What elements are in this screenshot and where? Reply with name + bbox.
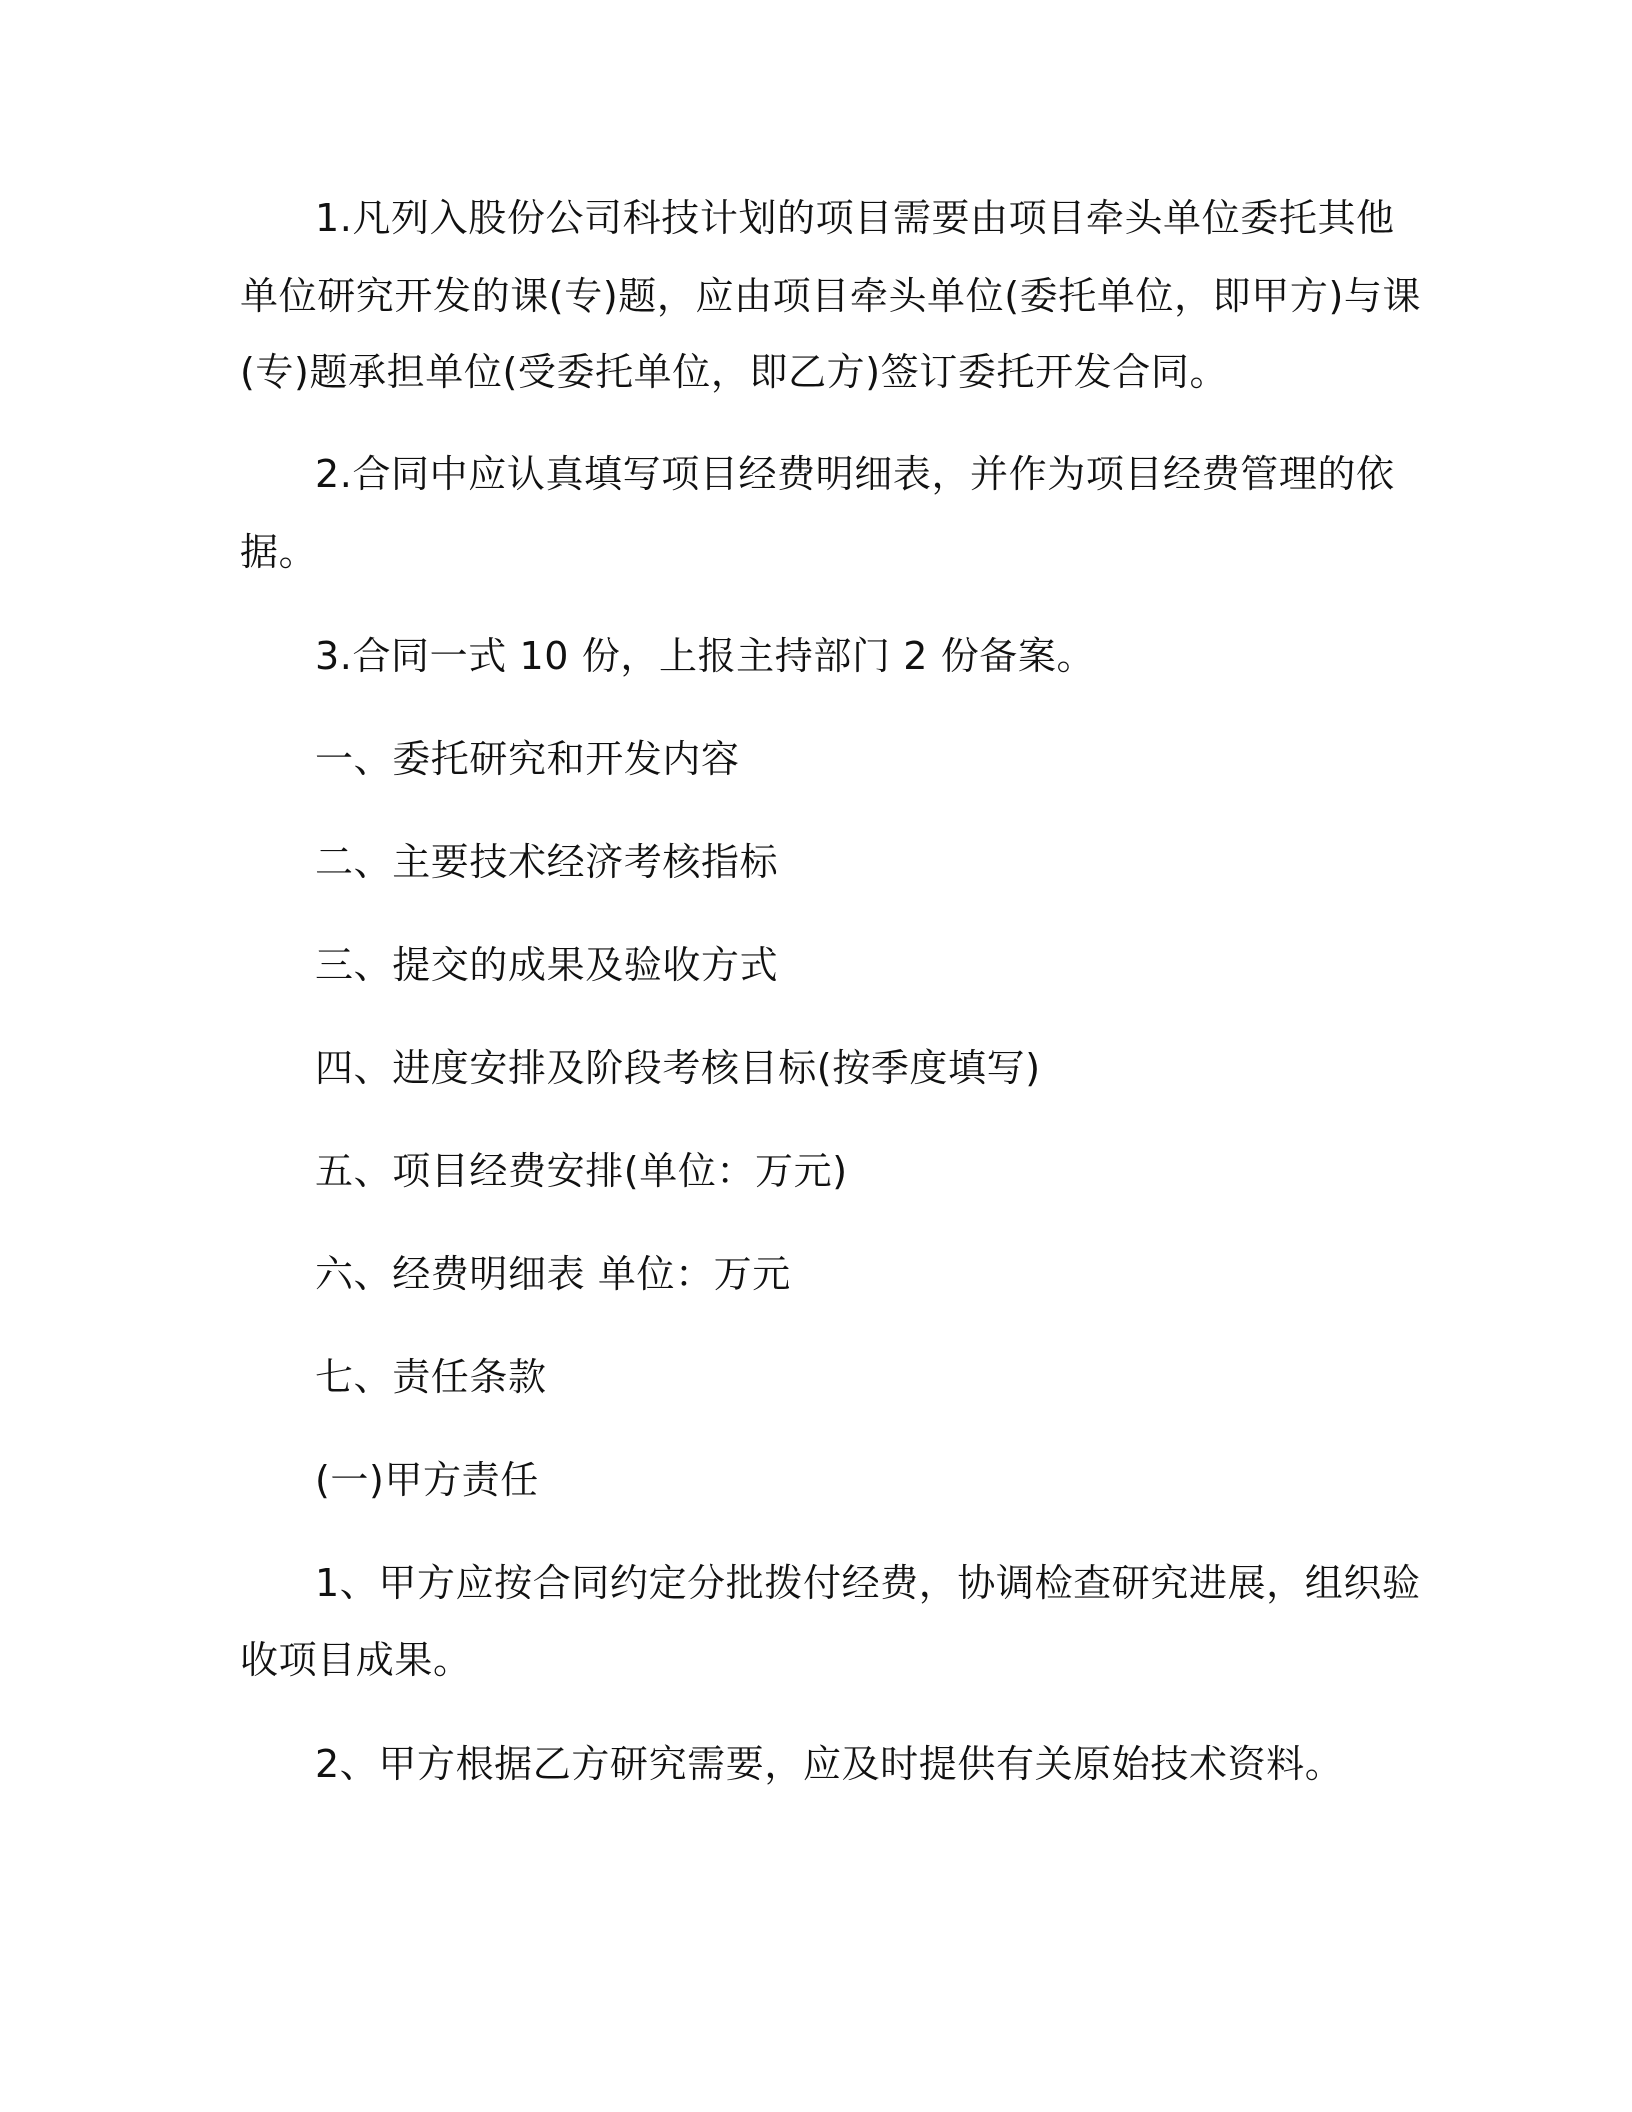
section-3-heading: 三、提交的成果及验收方式	[315, 943, 779, 987]
section-6-heading: 六、经费明细表 单位：万元	[315, 1252, 791, 1296]
para-1-line-1: 1.凡列入股份公司科技计划的项目需要由项目牵头单位委托其他	[315, 196, 1395, 240]
para-2-line-2: 据。	[240, 530, 318, 574]
clause-1-line-1: 1、甲方应按合同约定分批拨付经费，协调检查研究进展，组织验	[315, 1561, 1421, 1605]
section-4-heading: 四、进度安排及阶段考核目标(按季度填写)	[315, 1046, 1041, 1090]
section-5-heading: 五、项目经费安排(单位：万元)	[315, 1149, 848, 1193]
para-1-line-3: (专)题承担单位(受委托单位，即乙方)签订委托开发合同。	[240, 350, 1229, 394]
para-1-line-2: 单位研究开发的课(专)题，应由项目牵头单位(委托单位，即甲方)与课	[240, 274, 1422, 318]
section-1-heading: 一、委托研究和开发内容	[315, 737, 740, 781]
clause-1-line-2: 收项目成果。	[240, 1638, 472, 1682]
para-3: 3.合同一式 10 份，上报主持部门 2 份备案。	[315, 634, 1096, 678]
section-2-heading: 二、主要技术经济考核指标	[315, 840, 779, 884]
section-7-heading: 七、责任条款	[315, 1355, 547, 1399]
clause-2: 2、甲方根据乙方研究需要，应及时提供有关原始技术资料。	[315, 1742, 1344, 1786]
para-2-line-1: 2.合同中应认真填写项目经费明细表，并作为项目经费管理的依	[315, 452, 1395, 496]
subsection-party-a-heading: (一)甲方责任	[315, 1458, 539, 1502]
